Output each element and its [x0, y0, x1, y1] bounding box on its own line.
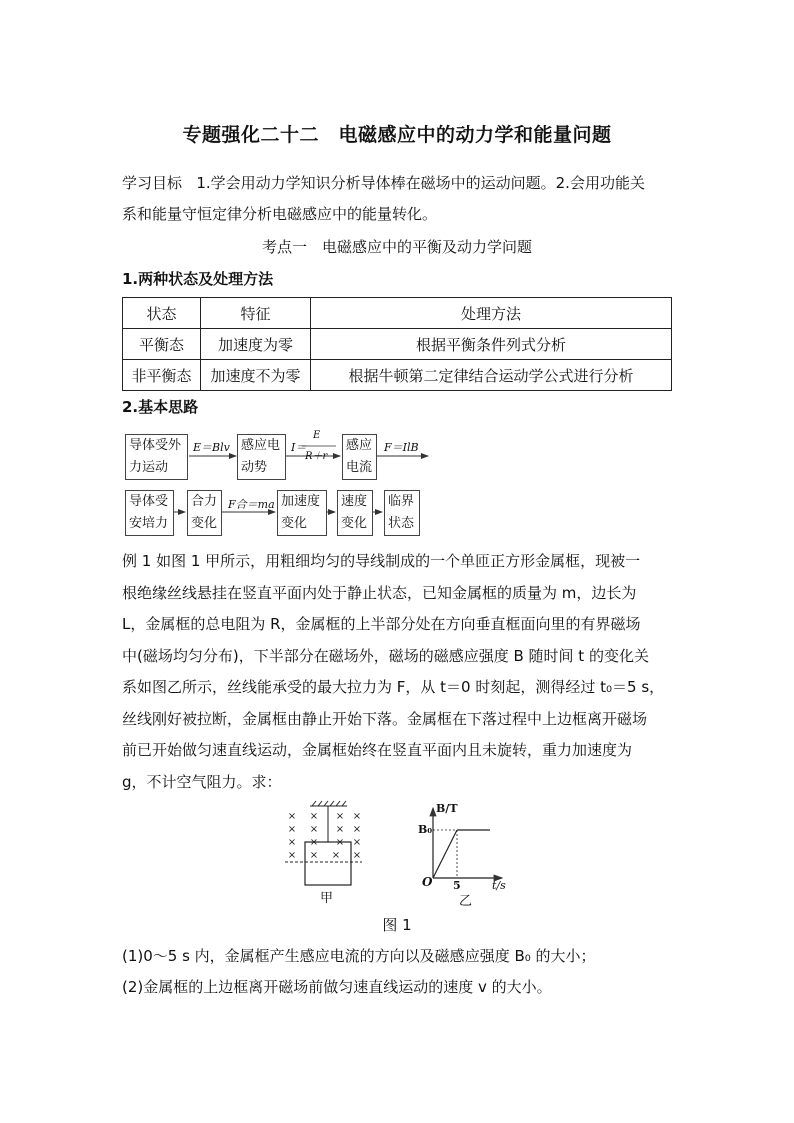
flow-box-line: 导体受外: [129, 438, 182, 453]
objectives-label: 学习目标: [122, 174, 183, 192]
objectives-line2: 系和能量守恒定律分析电磁感应中的能量转化。: [122, 205, 438, 223]
ceiling-hatch: [310, 801, 347, 806]
flow-box-line: 加速度: [281, 494, 321, 509]
table-cell: 非平衡态: [123, 360, 201, 391]
figure-label-jia: 甲: [320, 891, 334, 906]
flow-box-line: 临界: [388, 494, 415, 509]
svg-text:×: ×: [331, 850, 341, 861]
svg-text:×: ×: [287, 837, 297, 848]
svg-text:×: ×: [287, 850, 297, 861]
flow-box-line: 感应: [346, 438, 373, 453]
tick-5: 5: [453, 879, 461, 892]
table-header-cell: 特征: [201, 298, 311, 329]
flow-box-line: 变化: [281, 516, 308, 531]
example-line: g，不计空气阻力。求：: [122, 772, 282, 791]
arrow-label-force: F＝IlB: [384, 441, 419, 454]
table-cell: 加速度为零: [201, 329, 311, 360]
arrow-label-emf: E＝Blv: [193, 441, 230, 454]
table-cell: 平衡态: [123, 329, 201, 360]
metal-frame: [305, 842, 351, 885]
flow-box-line: 合力: [191, 494, 218, 509]
table-header-cell: 状态: [123, 298, 201, 329]
question-1: (1)0～5 s 内，金属框产生感应电流的方向以及磁感应强度 B₀ 的大小；: [122, 947, 596, 965]
flow-box-line: 电流: [346, 460, 373, 475]
table-cell: 加速度不为零: [201, 360, 311, 391]
objectives-line1: 1.学会用动力学知识分析导体棒在磁场中的运动问题。2.会用功能关: [196, 174, 645, 192]
flow-box-line: 动势: [241, 460, 268, 475]
magnetic-field-crosses: [288, 811, 361, 861]
svg-text:×: ×: [335, 824, 345, 835]
svg-text:×: ×: [309, 837, 319, 848]
heading-two-states: 1.两种状态及处理方法: [122, 270, 274, 288]
example-line: 根绝缘丝线悬挂在竖直平面内处于静止状态，已知金属框的质量为 m，边长为: [122, 583, 637, 602]
svg-text:×: ×: [335, 811, 345, 822]
example-line: L，金属框的总电阻为 R，金属框的上半部分处在方向垂直框面向里的有界磁场: [122, 615, 641, 633]
svg-text:×: ×: [287, 811, 297, 822]
flow-box-line: 变化: [191, 516, 218, 531]
axis-label-t: t/s: [492, 879, 506, 892]
origin-label: O: [422, 875, 433, 889]
arrow-label-current-den: R＋r: [305, 451, 328, 462]
example-line: 丝线刚好被拉断，金属框由静止开始下落。金属框在下落过程中上边框离开磁场: [122, 709, 648, 728]
flow-box-line: 感应电: [241, 438, 281, 453]
flow-box-line: 安培力: [129, 516, 169, 531]
flow-box-line: 变化: [341, 516, 368, 531]
table-cell: 根据牛顿第二定律结合运动学公式进行分析: [311, 360, 672, 391]
arrow-label-current-num: E: [313, 430, 321, 441]
svg-text:×: ×: [309, 811, 319, 822]
figure-label-yi: 乙: [459, 894, 473, 909]
flow-box-line: 状态: [388, 516, 415, 531]
svg-text:×: ×: [287, 824, 297, 835]
tick-b0: B₀: [418, 823, 433, 836]
example-line: 系如图乙所示，丝线能承受的最大拉力为 F，从 t＝0 时刻起，测得经过 t₀＝5 s，: [122, 678, 665, 696]
svg-text:×: ×: [352, 850, 362, 861]
bt-graph: [433, 808, 502, 878]
svg-text:×: ×: [309, 824, 319, 835]
table-header-cell: 处理方法: [311, 298, 672, 329]
section-heading: 考点一 电磁感应中的平衡及动力学问题: [261, 238, 532, 256]
example-line: 例 1 如图 1 甲所示，用粗细均匀的导线制成的一个单匝正方形金属框，现被一: [122, 552, 641, 570]
figure-caption: 图 1: [382, 916, 412, 934]
svg-text:×: ×: [352, 837, 362, 848]
svg-text:×: ×: [352, 824, 362, 835]
page-title: 专题强化二十二 电磁感应中的动力学和能量问题: [182, 124, 612, 146]
flow-box-line: 力运动: [129, 460, 169, 475]
example-line: 中(磁场均匀分布)，下半部分在磁场外，磁场的磁感应强度 B 随时间 t 的变化关: [122, 646, 649, 665]
flow-box-line: 导体受: [129, 494, 169, 509]
arrow-label-newton: F合＝ma: [228, 498, 275, 511]
svg-text:×: ×: [335, 837, 345, 848]
svg-text:×: ×: [309, 850, 319, 861]
table-cell: 根据平衡条件列式分析: [311, 329, 672, 360]
b-line-ramp: [433, 830, 457, 878]
question-2: (2)金属框的上边框离开磁场前做匀速直线运动的速度 v 的大小。: [122, 978, 552, 996]
example-line: 前已开始做匀速直线运动，金属框始终在竖直平面内且未旋转，重力加速度为: [122, 741, 633, 759]
axis-label-b: B/T: [436, 802, 458, 815]
arrow-label-current-lhs: I＝: [291, 441, 307, 454]
heading-basic-approach: 2.基本思路: [122, 398, 199, 416]
svg-text:×: ×: [352, 811, 362, 822]
questions: [122, 941, 674, 1003]
flow-box-line: 速度: [341, 494, 368, 509]
